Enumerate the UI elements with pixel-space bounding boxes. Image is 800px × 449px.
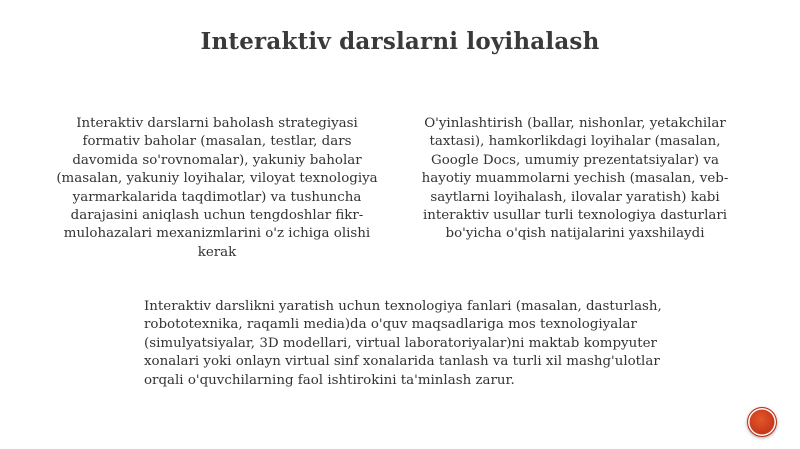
bottom-text-block: Interaktiv darslikni yaratish uchun texnologiya fanlari (masalan, dasturlash, robototexnika, raqamli media)da o'quv maqsadlariga mos texnologiyalar (simulyatsiyalar, 3D modellari, virtual laboratoriyalar)ni maktab kompyuter xonalari yoki onlayn virtual sinf xonalarida tanlash va turli xil mashg'ulotlar orqali o'quvchilarning faol ishtirokini ta'minlash zarur. [144,299,662,388]
right-text-block: O'yinlashtirish (ballar, nishonlar, yetakchilar taxtasi), hamkorlikdagi loyihalar (masalan, Google Docs, umumiy prezentatsiyalar) va hayotiy muammolarni yechish (masalan, veb-saytlarni loyihalash, ilovalar yaratish) kabi interaktiv usullar turli texnologiya dasturlari bo'yicha o'qish natijalarini yaxshilaydi [421,116,729,242]
left-text-block: Interaktiv darslarni baholash strategiyasi formativ baholar (masalan, testlar, dars davomida so'rovnomalar), yakuniy baholar (masalan, yakuniy loyihalar, viloyat texnologiya yarmarkalarida taqdimotlar) va tushuncha darajasini aniqlash uchun tengdoshlar fikr-mulohazalari mexanizmlarini o'z ichiga olishi kerak [56,116,378,260]
circle-button-icon[interactable] [747,407,777,437]
slide-title: Interaktiv darslarni loyihalash [200,28,600,55]
